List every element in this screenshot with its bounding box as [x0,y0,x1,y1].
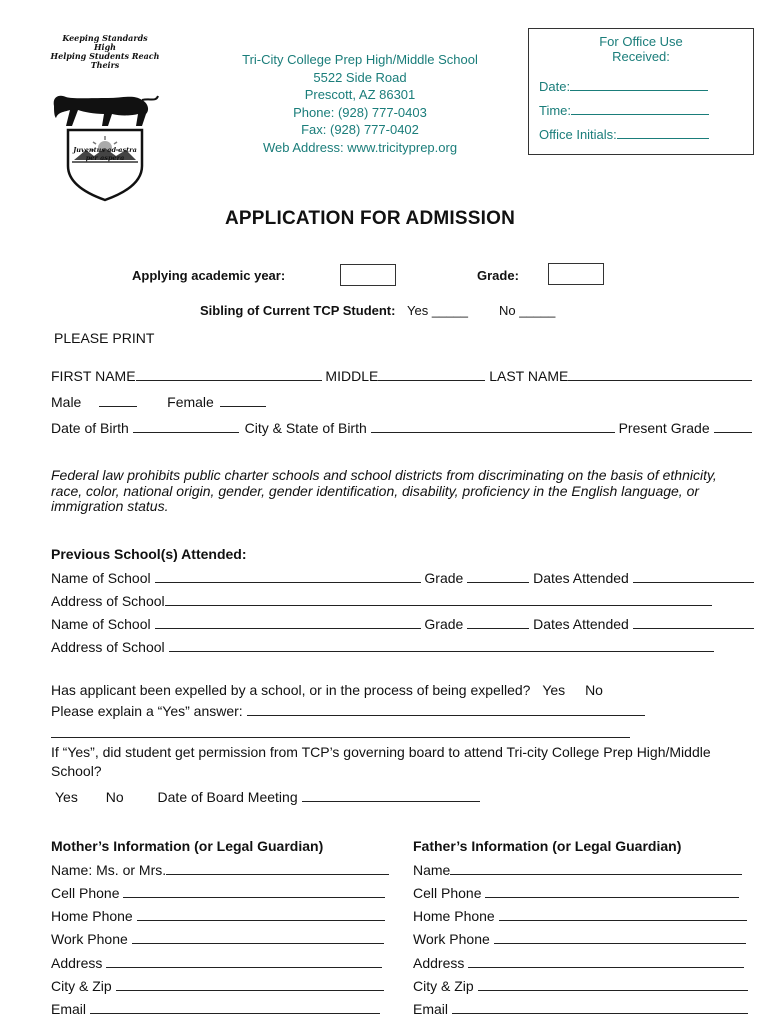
first-name-label: FIRST NAME [51,368,136,384]
present-grade-input[interactable] [714,419,752,433]
father-address-label: Address [413,955,465,971]
logo-motto-bottom-2: per aspera [85,154,125,162]
mother-heading: Mother’s Information (or Legal Guardian) [51,838,324,854]
present-grade-label: Present Grade [618,420,710,436]
school-address-block [230,51,490,157]
father-email-label: Email [413,1001,449,1017]
mother-address-label: Address [51,955,103,971]
school-name-label: Name of School [51,570,151,586]
father-city-input[interactable] [478,977,748,991]
father-email-input[interactable] [452,1000,748,1014]
office-received-label: Received: [612,49,670,64]
nondiscrimination-notice: Federal law prohibits public charter schools and school districts from discriminating on the basis of ethnicity, race, color, national origin, gender, gender identification, disability, proficiency in the English language, or immigration status. [51,467,717,514]
form-title: APPLICATION FOR ADMISSION [225,208,515,229]
board-yes-option[interactable]: Yes [55,789,78,805]
logo-motto-bottom [70,146,140,162]
school-phone: Phone: (928) 777-0403 [293,104,427,120]
mother-work-input[interactable] [132,930,384,944]
office-time-field[interactable] [539,101,709,118]
birth-place-label: City & State of Birth [244,420,367,436]
mother-city-input[interactable] [116,977,384,991]
dates-attended-label: Dates Attended [533,570,629,586]
office-date-field[interactable] [539,77,708,94]
grade-label: Grade: [477,268,519,283]
father-city-row [413,977,748,994]
school-grade-label: Grade [424,616,464,632]
academic-year-input[interactable] [340,264,396,286]
school-name-label: Name of School [51,616,151,632]
mother-name-input[interactable] [166,861,389,875]
dates-attended-input[interactable] [633,615,754,629]
panther-crest-icon [50,70,160,202]
school-grade-input[interactable] [467,569,529,583]
mother-email-input[interactable] [90,1000,380,1014]
please-print-label: PLEASE PRINT [54,330,155,346]
mother-email-row [51,1000,380,1017]
mother-cell-label: Cell Phone [51,885,120,901]
father-work-input[interactable] [494,930,746,944]
dob-input[interactable] [133,419,239,433]
father-address-input[interactable] [468,954,744,968]
school-logo [50,34,160,184]
male-label: Male [51,394,82,410]
mother-address-row [51,954,382,971]
board-date-input[interactable] [302,788,480,802]
office-time-label: Time: [539,103,572,118]
school-grade-label: Grade [424,570,464,586]
office-initials-field[interactable] [539,125,709,142]
sibling-yes-field[interactable]: Yes _____ [407,303,468,318]
school-city: Prescott, AZ 86301 [304,87,416,103]
expelled-explain-row [51,702,645,719]
mother-email-label: Email [51,1001,87,1017]
expelled-yes-option[interactable]: Yes [542,682,566,698]
mother-city-row [51,977,384,994]
dates-attended-label: Dates Attended [533,616,629,632]
mother-work-row [51,930,384,947]
office-initials-label: Office Initials: [539,127,617,142]
father-work-row [413,930,746,947]
father-city-label: City & Zip [413,978,474,994]
middle-name-input[interactable] [378,367,485,381]
school-name: Tri-City College Prep High/Middle School [242,52,478,67]
last-name-label: LAST NAME [489,368,569,384]
father-heading: Father’s Information (or Legal Guardian) [413,838,682,854]
school-web: Web Address: www.tricityprep.org [262,139,458,155]
previous-address-row-1 [51,592,712,609]
birth-row [51,419,752,436]
sibling-no-field[interactable]: No _____ [499,303,556,318]
father-cell-label: Cell Phone [413,885,482,901]
mother-city-label: City & Zip [51,978,112,994]
school-address-label: Address of School [51,593,165,609]
school-address-input[interactable] [169,638,714,652]
school-grade-input[interactable] [467,615,529,629]
school-street: 5522 Side Road [313,69,407,85]
father-home-row [413,907,747,924]
first-name-input[interactable] [136,367,322,381]
office-date-label: Date: [539,79,571,94]
office-use-title: For Office Use [599,34,683,49]
female-input[interactable] [220,393,266,407]
expelled-no-option[interactable]: No [585,682,603,698]
last-name-input[interactable] [568,367,752,381]
father-name-input[interactable] [450,861,742,875]
office-use-box [528,28,754,155]
expelled-explain-label: Please explain a “Yes” answer: [51,703,243,719]
previous-school-row-2 [51,615,754,632]
mother-work-label: Work Phone [51,931,128,947]
birth-place-input[interactable] [371,419,615,433]
school-name-input[interactable] [155,615,421,629]
logo-motto-top-2: Helping Students Reach Theirs [50,51,160,70]
name-row [51,367,752,384]
mother-cell-input[interactable] [123,884,385,898]
expelled-question: Has applicant been expelled by a school, or in the process of being expelled? [51,682,531,698]
sex-row [51,393,266,410]
father-address-row [413,954,744,971]
board-row [55,788,480,805]
father-cell-input[interactable] [485,884,739,898]
mother-cell-row [51,884,385,901]
expelled-row [51,682,603,698]
previous-school-row-1 [51,569,754,586]
school-fax: Fax: (928) 777-0402 [301,122,419,138]
mother-home-input[interactable] [137,907,385,921]
school-name-input[interactable] [155,569,421,583]
academic-year-label: Applying academic year: [132,268,286,283]
father-cell-row [413,884,739,901]
school-address-label: Address of School [51,639,165,655]
previous-address-row-2 [51,638,714,655]
mother-name-label: Name: Ms. or Mrs. [51,862,167,878]
mother-home-row [51,907,385,924]
school-address-input[interactable] [165,592,712,606]
sibling-label: Sibling of Current TCP Student: [200,303,396,318]
father-name-row [413,861,742,878]
dates-attended-input[interactable] [633,569,754,583]
middle-name-label: MIDDLE [325,368,379,384]
mother-address-input[interactable] [106,954,382,968]
male-input[interactable] [99,393,137,407]
board-date-label: Date of Board Meeting [157,789,298,805]
mother-name-row [51,861,389,878]
expelled-explain-input[interactable] [247,702,645,716]
female-label: Female [167,394,214,410]
logo-motto-bottom-1: Juventus ad astra [73,146,137,154]
father-home-label: Home Phone [413,908,495,924]
father-email-row [413,1000,748,1017]
board-no-option[interactable]: No [105,789,124,805]
father-name-label: Name [413,862,451,878]
expelled-explain-line-2[interactable] [51,737,630,738]
father-home-input[interactable] [499,907,747,921]
previous-schools-heading: Previous School(s) Attended: [51,546,247,562]
father-work-label: Work Phone [413,931,490,947]
dob-label: Date of Birth [51,420,129,436]
logo-motto-top-1: Keeping Standards High [62,33,148,52]
board-permission-question: If “Yes”, did student get permission from TCP’s governing board to attend Tri-city College Prep High/Middle School? [51,744,711,779]
grade-input[interactable] [548,263,604,285]
mother-home-label: Home Phone [51,908,133,924]
